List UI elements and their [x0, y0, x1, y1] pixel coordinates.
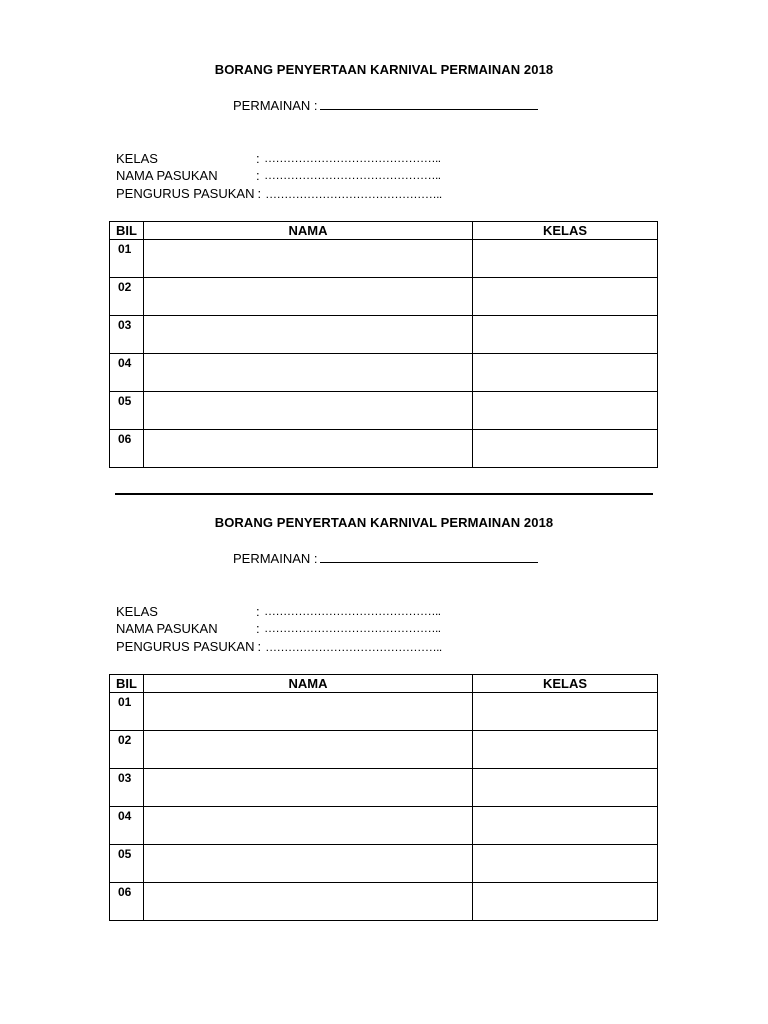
row-number: 04: [110, 354, 144, 392]
row-number: 03: [110, 769, 144, 807]
row-number: 03: [110, 316, 144, 354]
team-manager-dotted-line[interactable]: ………………………………………..: [265, 187, 442, 201]
game-field: [233, 550, 538, 566]
header-nama: NAMA: [144, 222, 473, 240]
class-cell[interactable]: [473, 807, 658, 845]
class-field: [116, 603, 441, 620]
row-number: 02: [110, 278, 144, 316]
name-cell[interactable]: [144, 883, 473, 921]
class-cell[interactable]: [473, 278, 658, 316]
table-row: [110, 769, 658, 807]
table-row: [110, 731, 658, 769]
name-cell[interactable]: [144, 316, 473, 354]
game-blank-line[interactable]: [320, 550, 538, 563]
roster-table: [109, 221, 658, 468]
class-cell[interactable]: [473, 845, 658, 883]
class-cell[interactable]: [473, 392, 658, 430]
row-number: 01: [110, 240, 144, 278]
table-row: [110, 807, 658, 845]
class-cell[interactable]: [473, 883, 658, 921]
team-name-label: NAMA PASUKAN: [116, 621, 218, 636]
team-manager-colon: :: [257, 639, 262, 654]
name-cell[interactable]: [144, 278, 473, 316]
table-row: [110, 240, 658, 278]
class-cell[interactable]: [473, 316, 658, 354]
table-row: [110, 392, 658, 430]
team-manager-colon: :: [257, 186, 262, 201]
name-cell[interactable]: [144, 731, 473, 769]
class-field: [116, 150, 441, 167]
class-cell[interactable]: [473, 693, 658, 731]
class-colon: :: [256, 151, 260, 166]
team-name-field: [116, 167, 441, 184]
game-blank-line[interactable]: [320, 97, 538, 110]
class-label: KELAS: [116, 151, 158, 166]
class-cell[interactable]: [473, 430, 658, 468]
game-field: [233, 97, 538, 113]
roster-table: [109, 674, 658, 921]
table-row: [110, 883, 658, 921]
form-title: BORANG PENYERTAAN KARNIVAL PERMAINAN 2018: [214, 515, 554, 530]
team-manager-dotted-line[interactable]: ………………………………………..: [265, 640, 442, 654]
row-number: 05: [110, 845, 144, 883]
form-title: BORANG PENYERTAAN KARNIVAL PERMAINAN 2018: [214, 62, 554, 77]
row-number: 02: [110, 731, 144, 769]
row-number: 05: [110, 392, 144, 430]
team-manager-field: [116, 185, 442, 202]
class-cell[interactable]: [473, 731, 658, 769]
name-cell[interactable]: [144, 392, 473, 430]
name-cell[interactable]: [144, 693, 473, 731]
header-kelas: KELAS: [473, 675, 658, 693]
table-row: [110, 693, 658, 731]
team-name-dotted-line[interactable]: ………………………………………..: [264, 168, 441, 182]
team-name-colon: :: [256, 621, 260, 636]
team-manager-label: PENGURUS PASUKAN: [116, 186, 255, 201]
cut-line-divider: [115, 493, 653, 495]
game-label: PERMAINAN :: [233, 98, 318, 113]
team-name-field: [116, 620, 441, 637]
table-row: [110, 430, 658, 468]
header-bil: BIL: [110, 222, 144, 240]
team-manager-label: PENGURUS PASUKAN: [116, 639, 255, 654]
table-row: [110, 316, 658, 354]
table-row: [110, 354, 658, 392]
table-header-row: [110, 675, 658, 693]
header-nama: NAMA: [144, 675, 473, 693]
header-kelas: KELAS: [473, 222, 658, 240]
class-cell[interactable]: [473, 354, 658, 392]
team-name-label: NAMA PASUKAN: [116, 168, 218, 183]
team-name-dotted-line[interactable]: ………………………………………..: [264, 621, 441, 635]
name-cell[interactable]: [144, 240, 473, 278]
header-bil: BIL: [110, 675, 144, 693]
game-label: PERMAINAN :: [233, 551, 318, 566]
class-colon: :: [256, 604, 260, 619]
row-number: 04: [110, 807, 144, 845]
name-cell[interactable]: [144, 354, 473, 392]
name-cell[interactable]: [144, 845, 473, 883]
team-manager-field: [116, 638, 442, 655]
table-header-row: [110, 222, 658, 240]
name-cell[interactable]: [144, 807, 473, 845]
table-row: [110, 845, 658, 883]
class-dotted-line[interactable]: ………………………………………..: [264, 151, 441, 165]
team-name-colon: :: [256, 168, 260, 183]
row-number: 06: [110, 883, 144, 921]
row-number: 06: [110, 430, 144, 468]
name-cell[interactable]: [144, 769, 473, 807]
class-dotted-line[interactable]: ………………………………………..: [264, 604, 441, 618]
name-cell[interactable]: [144, 430, 473, 468]
class-label: KELAS: [116, 604, 158, 619]
table-row: [110, 278, 658, 316]
class-cell[interactable]: [473, 769, 658, 807]
row-number: 01: [110, 693, 144, 731]
class-cell[interactable]: [473, 240, 658, 278]
